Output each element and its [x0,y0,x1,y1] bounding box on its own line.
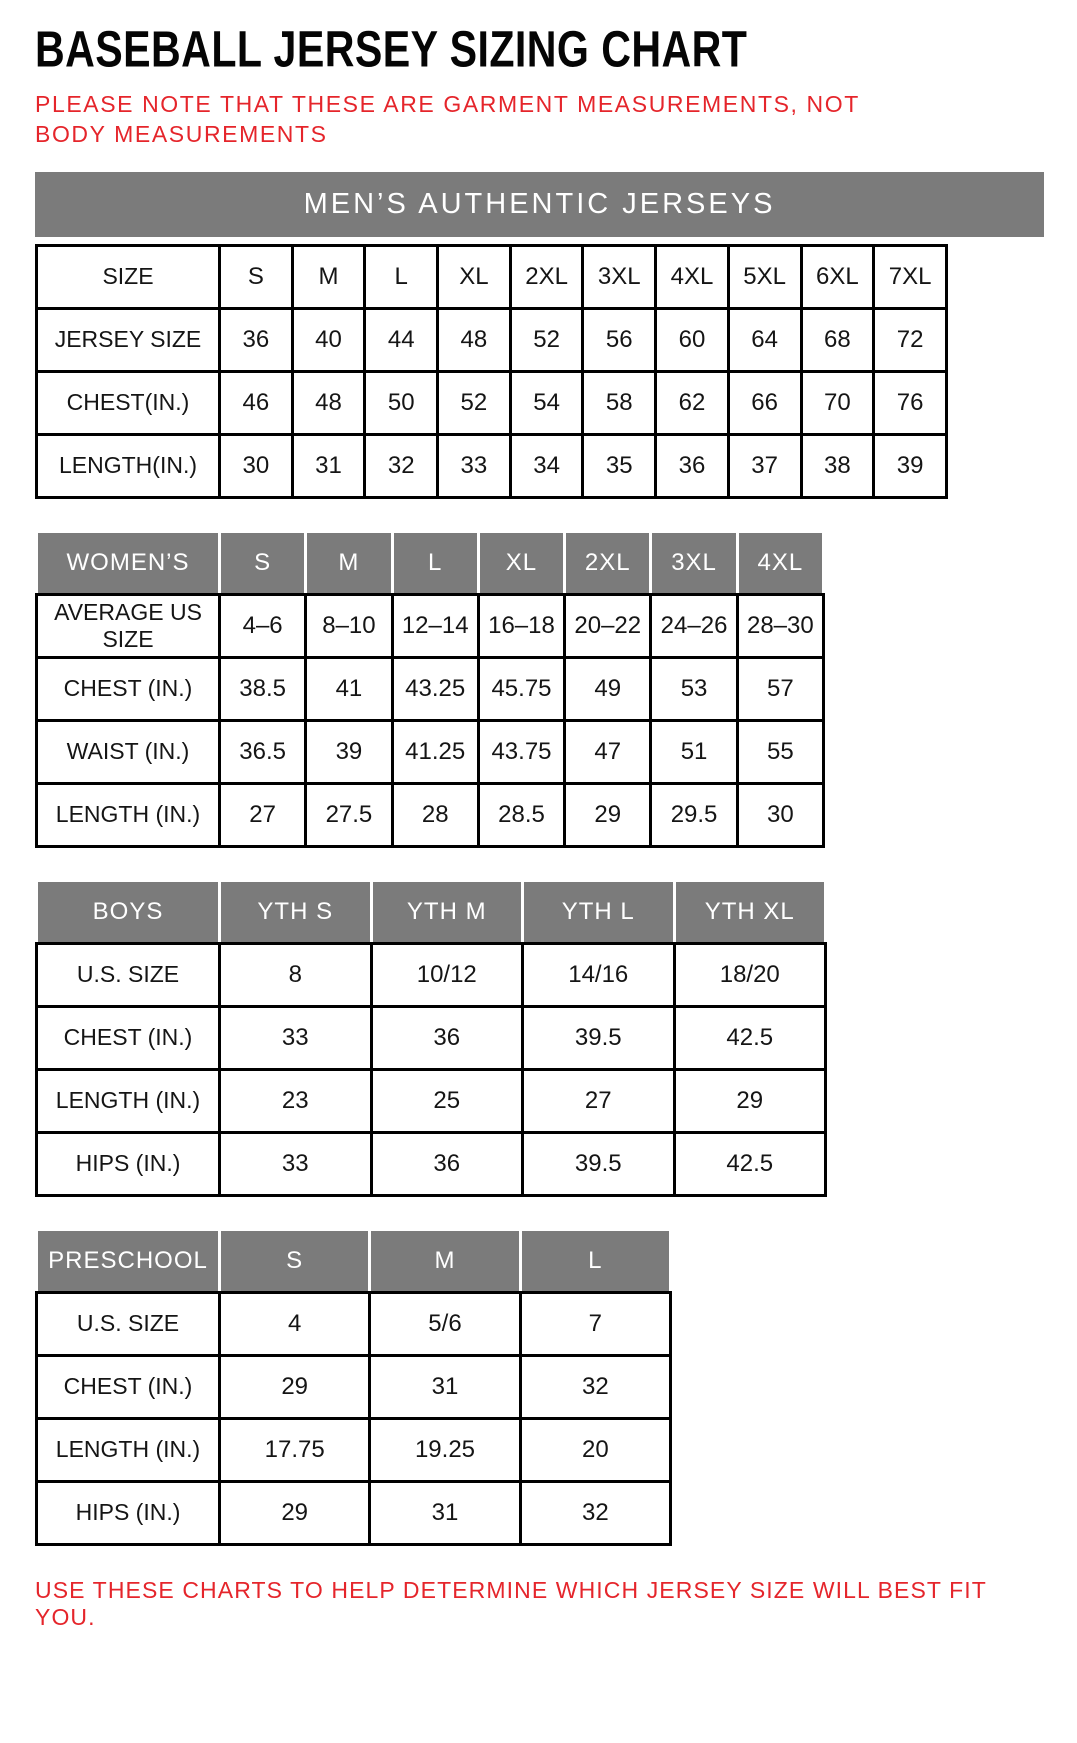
row-label: SIZE [37,245,220,308]
value-cell: 19.25 [370,1418,520,1481]
table-row [37,720,824,783]
table-header-row [37,531,824,594]
value-cell: 28–30 [737,594,823,657]
value-cell: 66 [728,371,801,434]
value-cell: 7XL [874,245,947,308]
value-cell: XL [438,245,511,308]
mens-table-title: MEN’S AUTHENTIC JERSEYS [35,172,1044,237]
header-cell: L [392,531,478,594]
value-cell: 36 [371,1006,523,1069]
value-cell: 38.5 [220,657,306,720]
table-row [37,1006,826,1069]
value-cell: 31 [370,1481,520,1544]
value-cell: 14/16 [523,943,675,1006]
value-cell: 41.25 [392,720,478,783]
womens-sizing-table [35,530,1047,848]
value-cell: 56 [583,308,656,371]
value-cell: 44 [365,308,438,371]
header-cell: M [306,531,392,594]
header-cell: XL [478,531,564,594]
value-cell: 20 [520,1418,670,1481]
boys-table-grid [35,879,827,1197]
value-cell: 27 [523,1069,675,1132]
header-cell: S [220,1229,370,1292]
header-label: BOYS [37,880,220,943]
value-cell: 7 [520,1292,670,1355]
value-cell: 24–26 [651,594,737,657]
header-label: WOMEN’S [37,531,220,594]
row-label: HIPS (IN.) [37,1481,220,1544]
value-cell: 31 [370,1355,520,1418]
header-label: PRESCHOOL [37,1229,220,1292]
womens-table-grid [35,530,825,848]
value-cell: 39 [306,720,392,783]
header-cell: 2XL [565,531,651,594]
value-cell: 48 [438,308,511,371]
value-cell: 6XL [801,245,874,308]
value-cell: 68 [801,308,874,371]
value-cell: 32 [520,1355,670,1418]
value-cell: 52 [510,308,583,371]
value-cell: 43.75 [478,720,564,783]
garment-measurement-note: PLEASE NOTE THAT THESE ARE GARMENT MEASUREMENTS, NOT BODY MEASUREMENTS [35,91,860,147]
value-cell: 60 [656,308,729,371]
value-cell: L [365,245,438,308]
value-cell: 31 [292,434,365,497]
table-row [37,657,824,720]
header-cell: 3XL [651,531,737,594]
value-cell: 70 [801,371,874,434]
value-cell: 5XL [728,245,801,308]
value-cell: 28.5 [478,783,564,846]
value-cell: 32 [365,434,438,497]
table-row [37,1069,826,1132]
value-cell: 12–14 [392,594,478,657]
table-row [37,1292,671,1355]
row-label: LENGTH (IN.) [37,1418,220,1481]
value-cell: 29 [674,1069,826,1132]
table-row [37,1355,671,1418]
value-cell: 39.5 [523,1006,675,1069]
row-label: CHEST(IN.) [37,371,220,434]
value-cell: 29 [220,1481,370,1544]
value-cell: 23 [220,1069,372,1132]
value-cell: 52 [438,371,511,434]
mens-sizing-table [35,172,1047,499]
value-cell: 32 [520,1481,670,1544]
value-cell: 34 [510,434,583,497]
value-cell: 53 [651,657,737,720]
table-row [37,1418,671,1481]
value-cell: 27 [220,783,306,846]
value-cell: 39 [874,434,947,497]
header-cell: YTH XL [674,880,826,943]
value-cell: 16–18 [478,594,564,657]
value-cell: 25 [371,1069,523,1132]
value-cell: 72 [874,308,947,371]
value-cell: 38 [801,434,874,497]
value-cell: M [292,245,365,308]
table-row [37,1481,671,1544]
boys-sizing-table [35,879,1047,1197]
value-cell: 57 [737,657,823,720]
value-cell: 28 [392,783,478,846]
table-row [37,783,824,846]
value-cell: 36 [656,434,729,497]
value-cell: 62 [656,371,729,434]
value-cell: 27.5 [306,783,392,846]
value-cell: 29 [565,783,651,846]
value-cell: 30 [737,783,823,846]
preschool-table-grid [35,1228,672,1546]
value-cell: 58 [583,371,656,434]
value-cell: 54 [510,371,583,434]
table-row [37,434,947,497]
value-cell: 55 [737,720,823,783]
value-cell: 40 [292,308,365,371]
value-cell: 8–10 [306,594,392,657]
row-label: CHEST (IN.) [37,1006,220,1069]
value-cell: 51 [651,720,737,783]
value-cell: 36 [220,308,293,371]
header-cell: M [370,1229,520,1292]
value-cell: 8 [220,943,372,1006]
value-cell: 18/20 [674,943,826,1006]
row-label: CHEST (IN.) [37,1355,220,1418]
value-cell: 20–22 [565,594,651,657]
value-cell: 3XL [583,245,656,308]
row-label: HIPS (IN.) [37,1132,220,1195]
table-row [37,943,826,1006]
tables-container [35,172,1047,1546]
header-cell: YTH M [371,880,523,943]
value-cell: 42.5 [674,1006,826,1069]
row-label: LENGTH(IN.) [37,434,220,497]
header-cell: 4XL [737,531,823,594]
value-cell: 36.5 [220,720,306,783]
row-label: LENGTH (IN.) [37,783,220,846]
value-cell: S [220,245,293,308]
value-cell: 48 [292,371,365,434]
table-header-row [37,1229,671,1292]
value-cell: 2XL [510,245,583,308]
mens-table-grid [35,244,948,499]
value-cell: 45.75 [478,657,564,720]
value-cell: 30 [220,434,293,497]
value-cell: 4 [220,1292,370,1355]
value-cell: 46 [220,371,293,434]
row-label: WAIST (IN.) [37,720,220,783]
value-cell: 49 [565,657,651,720]
row-label: CHEST (IN.) [37,657,220,720]
value-cell: 33 [438,434,511,497]
value-cell: 47 [565,720,651,783]
row-label: U.S. SIZE [37,1292,220,1355]
value-cell: 36 [371,1132,523,1195]
value-cell: 43.25 [392,657,478,720]
value-cell: 17.75 [220,1418,370,1481]
value-cell: 64 [728,308,801,371]
value-cell: 35 [583,434,656,497]
table-row [37,1132,826,1195]
row-label: U.S. SIZE [37,943,220,1006]
value-cell: 50 [365,371,438,434]
value-cell: 10/12 [371,943,523,1006]
value-cell: 76 [874,371,947,434]
header-cell: S [220,531,306,594]
row-label: AVERAGE US SIZE [37,594,220,657]
header-cell: YTH S [220,880,372,943]
value-cell: 5/6 [370,1292,520,1355]
value-cell: 33 [220,1132,372,1195]
row-label: JERSEY SIZE [37,308,220,371]
row-label: LENGTH (IN.) [37,1069,220,1132]
page-title: BASEBALL JERSEY SIZING CHART [35,21,748,79]
footer-note: USE THESE CHARTS TO HELP DETERMINE WHICH JERSEY SIZE WILL BEST FIT YOU. [35,1576,987,1630]
value-cell: 42.5 [674,1132,826,1195]
table-header-row [37,880,826,943]
table-row [37,308,947,371]
table-row [37,245,947,308]
value-cell: 29 [220,1355,370,1418]
value-cell: 29.5 [651,783,737,846]
value-cell: 33 [220,1006,372,1069]
value-cell: 4XL [656,245,729,308]
value-cell: 41 [306,657,392,720]
table-row [37,594,824,657]
table-row [37,371,947,434]
value-cell: 39.5 [523,1132,675,1195]
header-cell: YTH L [523,880,675,943]
header-cell: L [520,1229,670,1292]
preschool-sizing-table [35,1228,1047,1546]
value-cell: 4–6 [220,594,306,657]
value-cell: 37 [728,434,801,497]
